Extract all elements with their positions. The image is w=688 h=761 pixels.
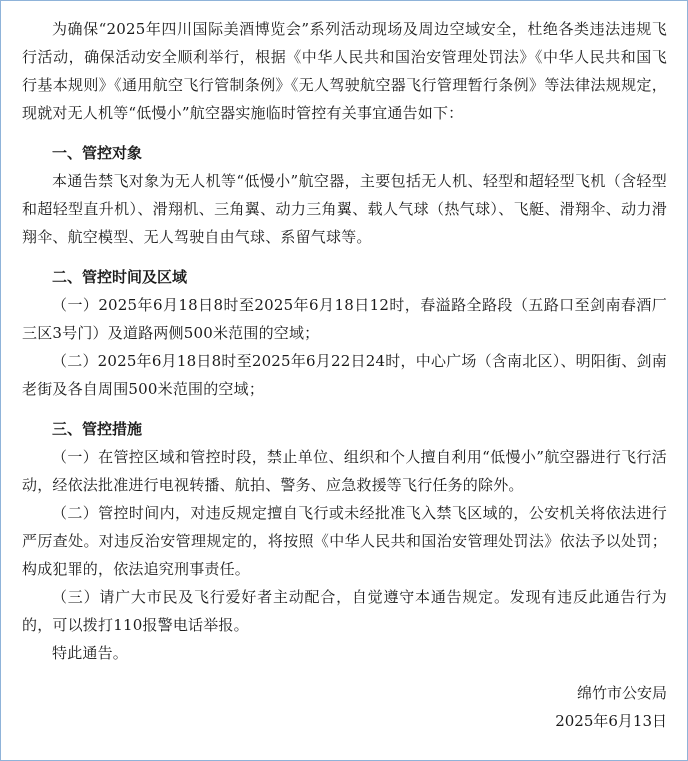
section-3-item-2: （二）管控时间内，对违反规定擅自飞行或未经批准飞入禁飞区域的，公安机关将依法进行严厉查处。对违反治安管理规定的，将按照《中华人民共和国治安管理处罚法》依法予以处罚；构成犯罪的，依法追究刑事责任。: [22, 504, 667, 578]
spacer: [22, 127, 667, 139]
closing-line: 特此通告。: [52, 644, 129, 662]
section-1-heading: 一、管控对象: [52, 144, 143, 162]
section-3-item-1: （一）在管控区域和管控时段，禁止单位、组织和个人擅自利用“低慢小”航空器进行飞行活动，经依法批准进行电视转播、航拍、警务、应急救援等飞行任务的除外。: [22, 448, 667, 494]
spacer: [22, 667, 667, 679]
section-2-item-2: （二）2025年6月18日8时至2025年6月22日24时，中心广场（含南北区）、明阳街、剑南老街及各自周围500米范围的空域；: [22, 352, 667, 398]
section-3-item-3: （三）请广大市民及飞行爱好者主动配合，自觉遵守本通告规定。发现有违反此通告行为的，可以拨打110报警电话举报。: [22, 588, 667, 634]
issue-date: 2025年6月13日: [555, 712, 667, 730]
section-2-heading: 二、管控时间及区域: [52, 268, 188, 286]
section-1-body: 本通告禁飞对象为无人机等“低慢小”航空器，主要包括无人机、轻型和超轻型飞机（含轻型和超轻型直升机）、滑翔机、三角翼、动力三角翼、载人气球（热气球）、飞艇、滑翔伞、动力滑翔伞、航空模型、无人驾驶自由气球、系留气球等。: [22, 172, 667, 246]
notice-content: [22, 15, 667, 735]
intro-paragraph: 为确保“2025年四川国际美酒博览会”系列活动现场及周边空域安全，杜绝各类违法违规飞行活动，确保活动安全顺利举行，根据《中华人民共和国治安管理处罚法》《中华人民共和国飞行基本规则》《通用航空飞行管制条例》《无人驾驶航空器飞行管理暂行条例》等法律法规规定，现就对无人机等“低慢小”航空器实施临时管控有关事宜通告如下：: [22, 20, 667, 122]
spacer: [22, 403, 667, 415]
section-3-heading: 三、管控措施: [52, 420, 143, 438]
spacer: [22, 251, 667, 263]
section-2-item-1: （一）2025年6月18日8时至2025年6月18日12时，春溢路全路段（五路口至剑南春酒厂三区3号门）及道路两侧500米范围的空域；: [22, 296, 667, 342]
issuer-name: 绵竹市公安局: [576, 684, 667, 702]
